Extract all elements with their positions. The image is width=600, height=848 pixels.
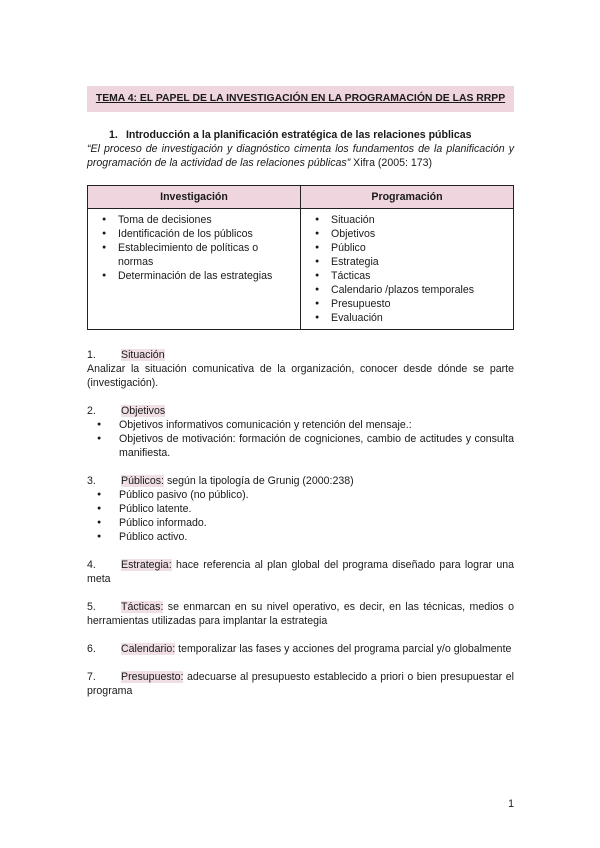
section-tacticas [87,600,514,628]
intro-quote [87,142,514,170]
heading-text: Introducción a la planificación estratégica de las relaciones públicas [125,129,472,141]
publicos-list [87,488,514,544]
list-item: ● Presupuesto [309,297,505,311]
section-title: Públicos: [121,475,164,487]
list-item: ● Situación [309,213,505,227]
list-item: ● Establecimiento de políticas o normas [96,241,292,269]
document-page [87,86,514,698]
investigacion-list [96,213,292,283]
list-item: ● Público latente. [87,502,514,516]
section-text: hace referencia al plan global del programa diseñado para lograr una meta [87,559,514,585]
section-presupuesto [87,670,514,698]
list-item: ● Calendario /plazos temporales [309,283,505,297]
list-item: ● Objetivos informativos comunicación y retención del mensaje.: [87,418,514,432]
section-text: adecuarse al presupuesto establecido a priori o bien presupuestar el programa [87,671,514,697]
section-body: Analizar la situación comunicativa de la organización, conocer desde dónde se parte (investigación). [87,363,514,389]
section-text: temporalizar las fases y acciones del programa parcial y/o globalmente [175,643,512,655]
list-item: ● Estrategia [309,255,505,269]
section-number: 6. [87,643,96,655]
quote-citation: Xifra (2005: 173) [350,157,433,169]
section-number: 5. [87,601,96,613]
section-objetivos [87,404,514,460]
list-item: ● Público pasivo (no público). [87,488,514,502]
investigacion-cell [88,209,301,330]
comparison-table [87,185,514,330]
list-item: ● Determinación de las estrategias [96,269,292,283]
section-number: 7. [87,671,96,683]
section-number: 3. [87,475,96,487]
list-item: ● Objetivos [309,227,505,241]
section-title: Objetivos [121,405,166,417]
list-item: ● Evaluación [309,311,505,325]
section-title: Situación [121,349,165,361]
objetivos-list [87,418,514,460]
list-item: ● Toma de decisiones [96,213,292,227]
list-item: ● Tácticas [309,269,505,283]
section-estrategia [87,558,514,586]
section-title: Presupuesto: [121,671,184,683]
heading-number: 1. [109,129,118,141]
page-number: 1 [508,798,514,810]
table-header-programacion: Programación [301,186,514,209]
section-title: Tácticas: [121,601,164,613]
quote-text: “El proceso de investigación y diagnóstico cimenta los fundamentos de la planificación y programación de la actividad de las relaciones públicas” [87,143,514,169]
list-item: ● Identificación de los públicos [96,227,292,241]
programacion-list [309,213,505,325]
section-text: se enmarcan en su nivel operativo, es decir, en las técnicas, medios o herramientas utilizadas para implantar la estrategia [87,601,514,627]
section-number: 2. [87,405,96,417]
section-publicos [87,474,514,544]
programacion-cell [301,209,514,330]
section-calendario [87,642,514,656]
list-item: ● Público informado. [87,516,514,530]
section-heading [87,128,514,142]
document-title: TEMA 4: EL PAPEL DE LA INVESTIGACIÓN EN LA PROGRAMACIÓN DE LAS RRPP [87,86,514,112]
list-item: ● Público [309,241,505,255]
section-text: según la tipología de Grunig (2000:238) [164,475,354,487]
table-header-investigacion: Investigación [88,186,301,209]
section-title: Estrategia: [121,559,172,571]
list-item: ● Público activo. [87,530,514,544]
section-number: 4. [87,559,96,571]
list-item: ● Objetivos de motivación: formación de cogniciones, cambio de actitudes y consulta manifiesta. [87,432,514,460]
section-number: 1. [87,349,96,361]
section-situacion [87,348,514,390]
section-title: Calendario: [121,643,176,655]
